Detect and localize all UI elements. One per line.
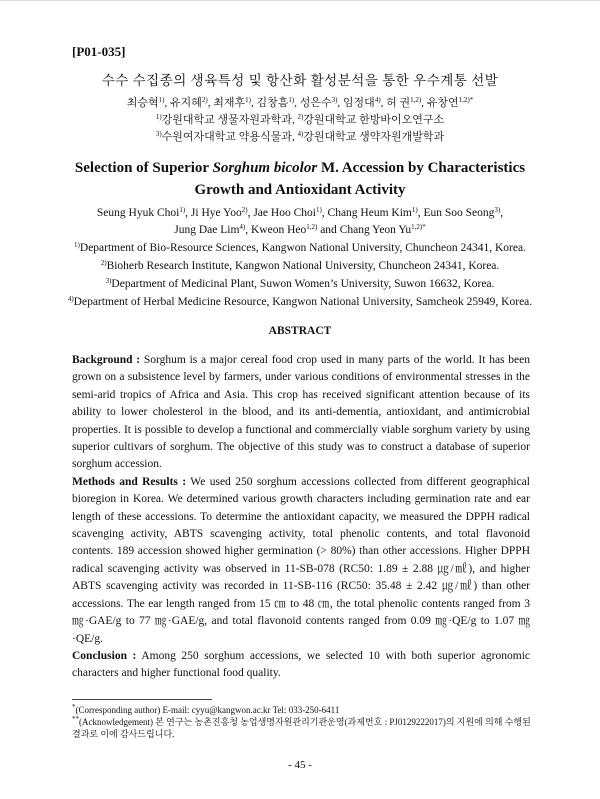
korean-affiliations-line1: $^{1)}$강원대학교 생물자원과학과, $^{2)}$강원대학교 한방바이오연구소 xyxy=(155,113,445,126)
background-label: Background : xyxy=(72,354,141,366)
affiliation-text: Bioherb Research Institute, Kangwon National University, Chuncheon 24341, Korea. xyxy=(106,260,500,272)
affiliation-1 xyxy=(40,242,560,254)
author-sup: 4) xyxy=(239,223,246,231)
footnote-mark: * xyxy=(72,703,76,711)
footnote-corresponding xyxy=(72,704,532,716)
person-name: 유창연 xyxy=(426,97,459,109)
superscript-mark: 3) xyxy=(331,96,338,104)
person-name: 수원여자대학교 약용식물과 xyxy=(161,131,292,143)
footnote-acknowledgement xyxy=(72,716,532,740)
conclusion-label: Conclusion : xyxy=(72,649,137,662)
abstract-body xyxy=(72,352,530,683)
abstract-code: [P01-035] xyxy=(72,44,126,59)
author-name: Kweon Heo xyxy=(250,224,307,236)
footnote-mark: ** xyxy=(72,715,79,723)
superscript-mark: 1) xyxy=(315,206,322,214)
person-name: Ji Hye Yoo xyxy=(190,207,242,219)
author-sup: 1,2)* xyxy=(411,223,426,231)
superscript-mark: 1) xyxy=(155,113,162,121)
superscript-mark: 1) xyxy=(158,96,165,104)
superscript-mark: 1,2) xyxy=(410,96,422,104)
author-name: Chang Yeon Yu xyxy=(339,224,412,236)
title-part: M. Accession by Characteristics xyxy=(317,160,526,176)
author-conjunction: and xyxy=(317,224,340,236)
person-name: 유지혜 xyxy=(169,97,202,109)
superscript-mark: 1) xyxy=(179,206,186,214)
person-name: 김창흠 xyxy=(256,97,289,109)
affiliation-sup: 3) xyxy=(105,277,112,285)
person-name: Chang Heum Kim xyxy=(327,207,412,219)
person-name: Jae Hoo Choi xyxy=(253,207,316,219)
methods-label: Methods and Results : xyxy=(72,475,187,488)
affiliation-text: Department of Herbal Medicine Resource, Kangwon National University, Samcheok 25949, Korea. xyxy=(73,296,533,308)
superscript-mark: 4) xyxy=(374,96,381,104)
superscript-mark: 1,2)* xyxy=(458,96,474,104)
superscript-mark: 2) xyxy=(241,206,248,214)
affiliation-text: Department of Bio-Resource Sciences, Kangwon National University, Chuncheon 24341, Korea. xyxy=(79,242,526,254)
english-title-line1 xyxy=(40,160,560,177)
person-name: 최승혁 xyxy=(126,97,159,109)
person-name: Seung Hyuk Choi xyxy=(96,207,180,219)
person-name: 임정대 xyxy=(342,97,375,109)
affiliation-sup: 1) xyxy=(74,241,80,249)
title-part: Selection of Superior xyxy=(74,160,213,176)
english-authors-line2: Jung Dae Lim$^{4)}$, Kweon Heo$^{1,2)}$ and Chang Yeon $Yu^{1,2)*}$ xyxy=(174,223,426,236)
background-paragraph xyxy=(72,352,530,474)
page-number: - 45 - xyxy=(288,759,312,771)
species-name: Sorghum bicolor xyxy=(212,160,318,176)
affiliation-3 xyxy=(40,278,560,290)
english-title-line2: Growth and Antioxidant Activity xyxy=(194,182,406,198)
abstract-heading: ABSTRACT xyxy=(268,325,332,337)
superscript-mark: 2) xyxy=(297,113,304,121)
author-name: Jung Dae Lim xyxy=(174,224,240,236)
conclusion-text: Among 250 sorghum accessions, we selected 10 with both superior agronomic characters and higher functional food quality. xyxy=(72,649,530,680)
english-authors-line1: Seung Hyuk Choi$^{1)}$, Ji Hye Yoo$^{2)}$, Jae Hoo Choi$^{1)}$, Chang Heum Kim$^{1)}$, Eun Soo Seong$^{3)}$, xyxy=(96,206,504,219)
person-name: 강원대학교 생물자원과학과 xyxy=(161,114,292,126)
korean-authors: 최승혁$^{1)}$, 유지혜$^{2)}$, 최재후$^{1)}$, 김창흠$^{1)}$, 성은수$^{3)}$, 임정대$^{4)}$, 허 권$^{1,2)}$, 유창연$^{1,2)*}$ xyxy=(126,96,474,109)
person-name: Eun Soo Seong xyxy=(423,207,495,219)
footnote-text: (Acknowledgement) 본 연구는 농촌진흥청 농업생명자원관리기관운영(과제번호 : PJ0129222017)의 지원에 의해 수행된 결과로 이에 감사드립니다. xyxy=(72,717,531,739)
person-name: 강원대학교 생약자원개발학과 xyxy=(303,131,445,143)
superscript-mark: 1) xyxy=(411,206,418,214)
footnote-text: (Corresponding author) E-mail: cyyu@kangwon.ac.kr Tel: 033-250-6411 xyxy=(75,705,340,715)
korean-title: 수수 수집종의 생육특성 및 항산화 활성분석을 통한 우수계통 선발 xyxy=(101,73,499,88)
person-name: 최재후 xyxy=(213,97,246,109)
affiliation-sup: 4) xyxy=(67,295,74,303)
person-name: 허 권 xyxy=(386,97,411,109)
superscript-mark: 4) xyxy=(297,130,304,138)
affiliation-2 xyxy=(40,260,560,272)
conclusion-paragraph xyxy=(72,648,530,683)
background-text: Sorghum is a major cereal food crop used in many parts of the world. It has been grown on a subsistence level by farmers, under various conditions of environmental stresses in the semi-arid tropics of Africa and Asia. This crop has received significant attention because of its ability to lower cholesterol in the blood, and its anti-dementia, antioxidant, and antimicrobial properties. It is possible to develop a functional and commercially viable sorghum variety by using superior cultivars of sorghum. The objective of this study was to construct a database of superior sorghum accession. xyxy=(72,354,530,471)
affiliation-4 xyxy=(40,296,560,308)
korean-affiliations-line2: $^{3)}$수원여자대학교 약용식물과, $^{4)}$강원대학교 생약자원개발학과 xyxy=(155,130,445,143)
superscript-mark: 1) xyxy=(245,96,251,104)
person-name: 강원대학교 한방바이오연구소 xyxy=(303,114,445,126)
superscript-mark: 3) xyxy=(155,130,162,138)
superscript-mark: 3) xyxy=(494,206,501,214)
author-sup: 1,2) xyxy=(306,223,318,231)
methods-text: We used 250 sorghum accessions collected from different geographical bioregion in Korea. We determined various growth characters including germination rate and ear length of these accessions. To determine the antioxidant capacity, we measured the DPPH radical scavenging activity, ABTS scavenging activity, total phenolic contents, and total flavonoid contents. 189 accession showed higher germination (> 80%) than other accessions. Higher DPPH radical scavenging activity was observed in 11-SB-078 (RC50: 1.89 ± 2.88 ㎍/㎖), and higher ABTS scavenging activity was recorded in 11-SB-116 (RC50: 35.48 ± 2.42 ㎍/㎖) than other accessions. The ear length ranged from 15 ㎝ to 48 ㎝, the total phenolic contents ranged from 3 ㎎·GAE/g to 77 ㎎·GAE/g, and total flavonoid contents ranged from 0.09 ㎎·QE/g to 1.07 ㎎·QE/g. xyxy=(72,475,530,645)
superscript-mark: 2) xyxy=(201,96,208,104)
affiliation-sup: 2) xyxy=(100,259,107,267)
person-name: 성은수 xyxy=(299,97,332,109)
top-border xyxy=(0,0,600,1)
methods-paragraph xyxy=(72,474,530,648)
affiliation-text: Department of Medicinal Plant, Suwon Women’s University, Suwon 16632, Korea. xyxy=(111,278,495,290)
superscript-mark: 1) xyxy=(288,96,295,104)
footnote-rule xyxy=(72,699,212,700)
